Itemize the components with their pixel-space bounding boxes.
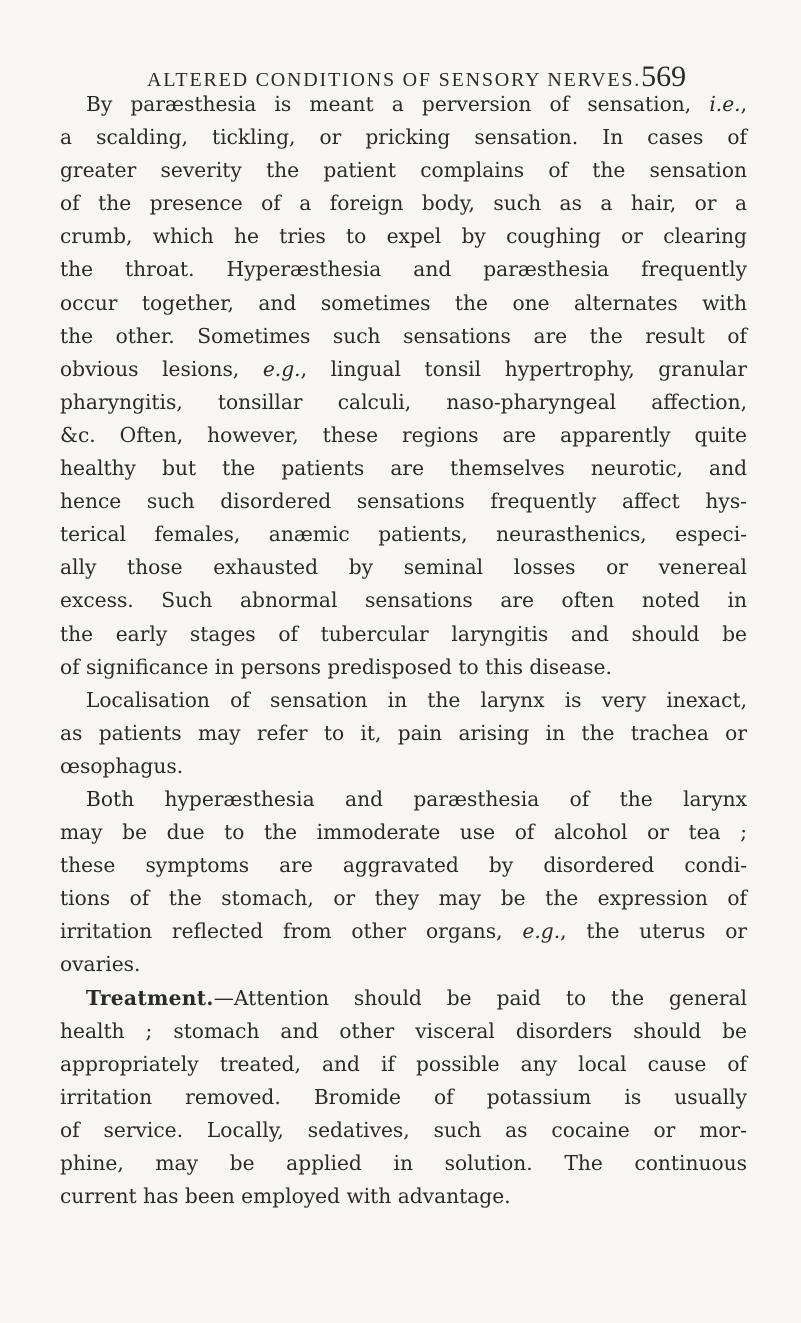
- text-line: [60, 915, 747, 948]
- paragraph-localisation: [60, 684, 747, 783]
- paragraph-causes: [60, 783, 747, 982]
- text-run: obvious lesions,: [60, 356, 263, 381]
- text-run: —Attention should be paid to the general: [213, 985, 747, 1010]
- text-run: of the presence of a foreign body, such as a hair, or a: [60, 191, 747, 216]
- text-run: ovaries.: [60, 952, 141, 977]
- text-run: as patients may refer to it, pain arising in the trachea or: [60, 720, 747, 745]
- text-line: [60, 320, 747, 353]
- text-run: ally those exhausted by seminal losses or venereal: [60, 555, 747, 580]
- text-run: a scalding, tickling, or pricking sensation. In cases of: [60, 125, 747, 150]
- text-line: [60, 1147, 747, 1180]
- text-run: healthy but the patients are themselves neurotic, and: [60, 456, 747, 481]
- text-run: of service. Locally, sedatives, such as cocaine or mor-: [60, 1117, 747, 1142]
- text-line: [60, 253, 747, 286]
- section-heading: Treatment.: [86, 985, 214, 1010]
- text-line: [60, 618, 747, 651]
- text-line: [60, 750, 747, 783]
- text-run: ,: [740, 92, 747, 116]
- text-run: By paræsthesia is meant a perversion of sensation,: [86, 92, 710, 116]
- text-run: , lingual tonsil hypertrophy, granular: [300, 356, 747, 381]
- italic-abbrev: i.e.: [709, 92, 741, 116]
- page-number: 569: [641, 60, 687, 93]
- text-line: [60, 1015, 747, 1048]
- text-line: [60, 982, 747, 1015]
- text-line: [60, 717, 747, 750]
- italic-abbrev: e.g.: [522, 919, 561, 944]
- text-run: may be due to the immoderate use of alcohol or tea ;: [60, 820, 747, 845]
- running-title: ALTERED CONDITIONS OF SENSORY NERVES.: [147, 69, 642, 91]
- text-line: [60, 849, 747, 882]
- text-run: &c. Often, however, these regions are apparently quite: [60, 422, 747, 447]
- text-line: [60, 419, 747, 452]
- italic-abbrev: e.g.: [262, 356, 301, 381]
- text-line: [60, 287, 747, 320]
- body-text: [60, 88, 747, 1213]
- text-run: excess. Such abnormal sensations are often noted in: [60, 588, 747, 613]
- text-line: [60, 651, 747, 684]
- paragraph-treatment: [60, 982, 747, 1214]
- text-run: the throat. Hyperæsthesia and paræsthesia frequently: [60, 257, 747, 282]
- text-run: crumb, which he tries to expel by coughing or clearing: [60, 224, 747, 249]
- text-run: the other. Sometimes such sensations are the result of: [60, 323, 747, 348]
- text-run: of significance in persons predisposed to this disease.: [60, 654, 612, 679]
- text-line: [60, 1081, 747, 1114]
- text-line: [60, 353, 747, 386]
- text-run: terical females, anæmic patients, neurasthenics, especi-: [60, 522, 747, 547]
- text-line: [60, 684, 747, 717]
- text-run: health ; stomach and other visceral disorders should be: [60, 1018, 747, 1043]
- text-line: [60, 88, 747, 121]
- text-line: [60, 1114, 747, 1147]
- text-line: [60, 220, 747, 253]
- text-line: [60, 121, 747, 154]
- text-run: Both hyperæsthesia and paræsthesia of the larynx: [86, 786, 747, 811]
- text-line: [60, 584, 747, 617]
- text-run: phine, may be applied in solution. The continuous: [60, 1151, 747, 1175]
- text-run: irritation removed. Bromide of potassium is usually: [60, 1084, 747, 1109]
- text-run: Localisation of sensation in the larynx is very inexact,: [86, 687, 747, 712]
- text-line: [60, 882, 747, 915]
- text-line: [60, 948, 747, 981]
- text-run: hence such disordered sensations frequently affect hys-: [60, 489, 747, 514]
- text-run: pharyngitis, tonsillar calculi, naso-pharyngeal affection,: [60, 389, 747, 414]
- text-run: tions of the stomach, or they may be the expression of: [60, 886, 747, 911]
- text-line: [60, 386, 747, 419]
- text-run: the early stages of tubercular laryngitis and should be: [60, 621, 747, 646]
- text-line: [60, 783, 747, 816]
- text-run: current has been employed with advantage.: [60, 1184, 511, 1209]
- paragraph-paraesthesia: [60, 88, 747, 684]
- text-line: [60, 1180, 747, 1213]
- text-line: [60, 1048, 747, 1081]
- text-run: greater severity the patient complains of the sensation: [60, 158, 747, 183]
- text-line: [60, 518, 747, 551]
- text-run: these symptoms are aggravated by disordered condi-: [60, 853, 747, 878]
- text-run: , the uterus or: [560, 919, 747, 944]
- text-line: [60, 816, 747, 849]
- text-line: [60, 551, 747, 584]
- text-run: œsophagus.: [60, 753, 184, 778]
- text-line: [60, 452, 747, 485]
- text-line: [60, 154, 747, 187]
- text-run: appropriately treated, and if possible any local cause of: [60, 1051, 747, 1076]
- text-line: [60, 485, 747, 518]
- text-run: irritation reflected from other organs,: [60, 919, 523, 944]
- text-line: [60, 187, 747, 220]
- text-run: occur together, and sometimes the one alternates with: [60, 290, 747, 315]
